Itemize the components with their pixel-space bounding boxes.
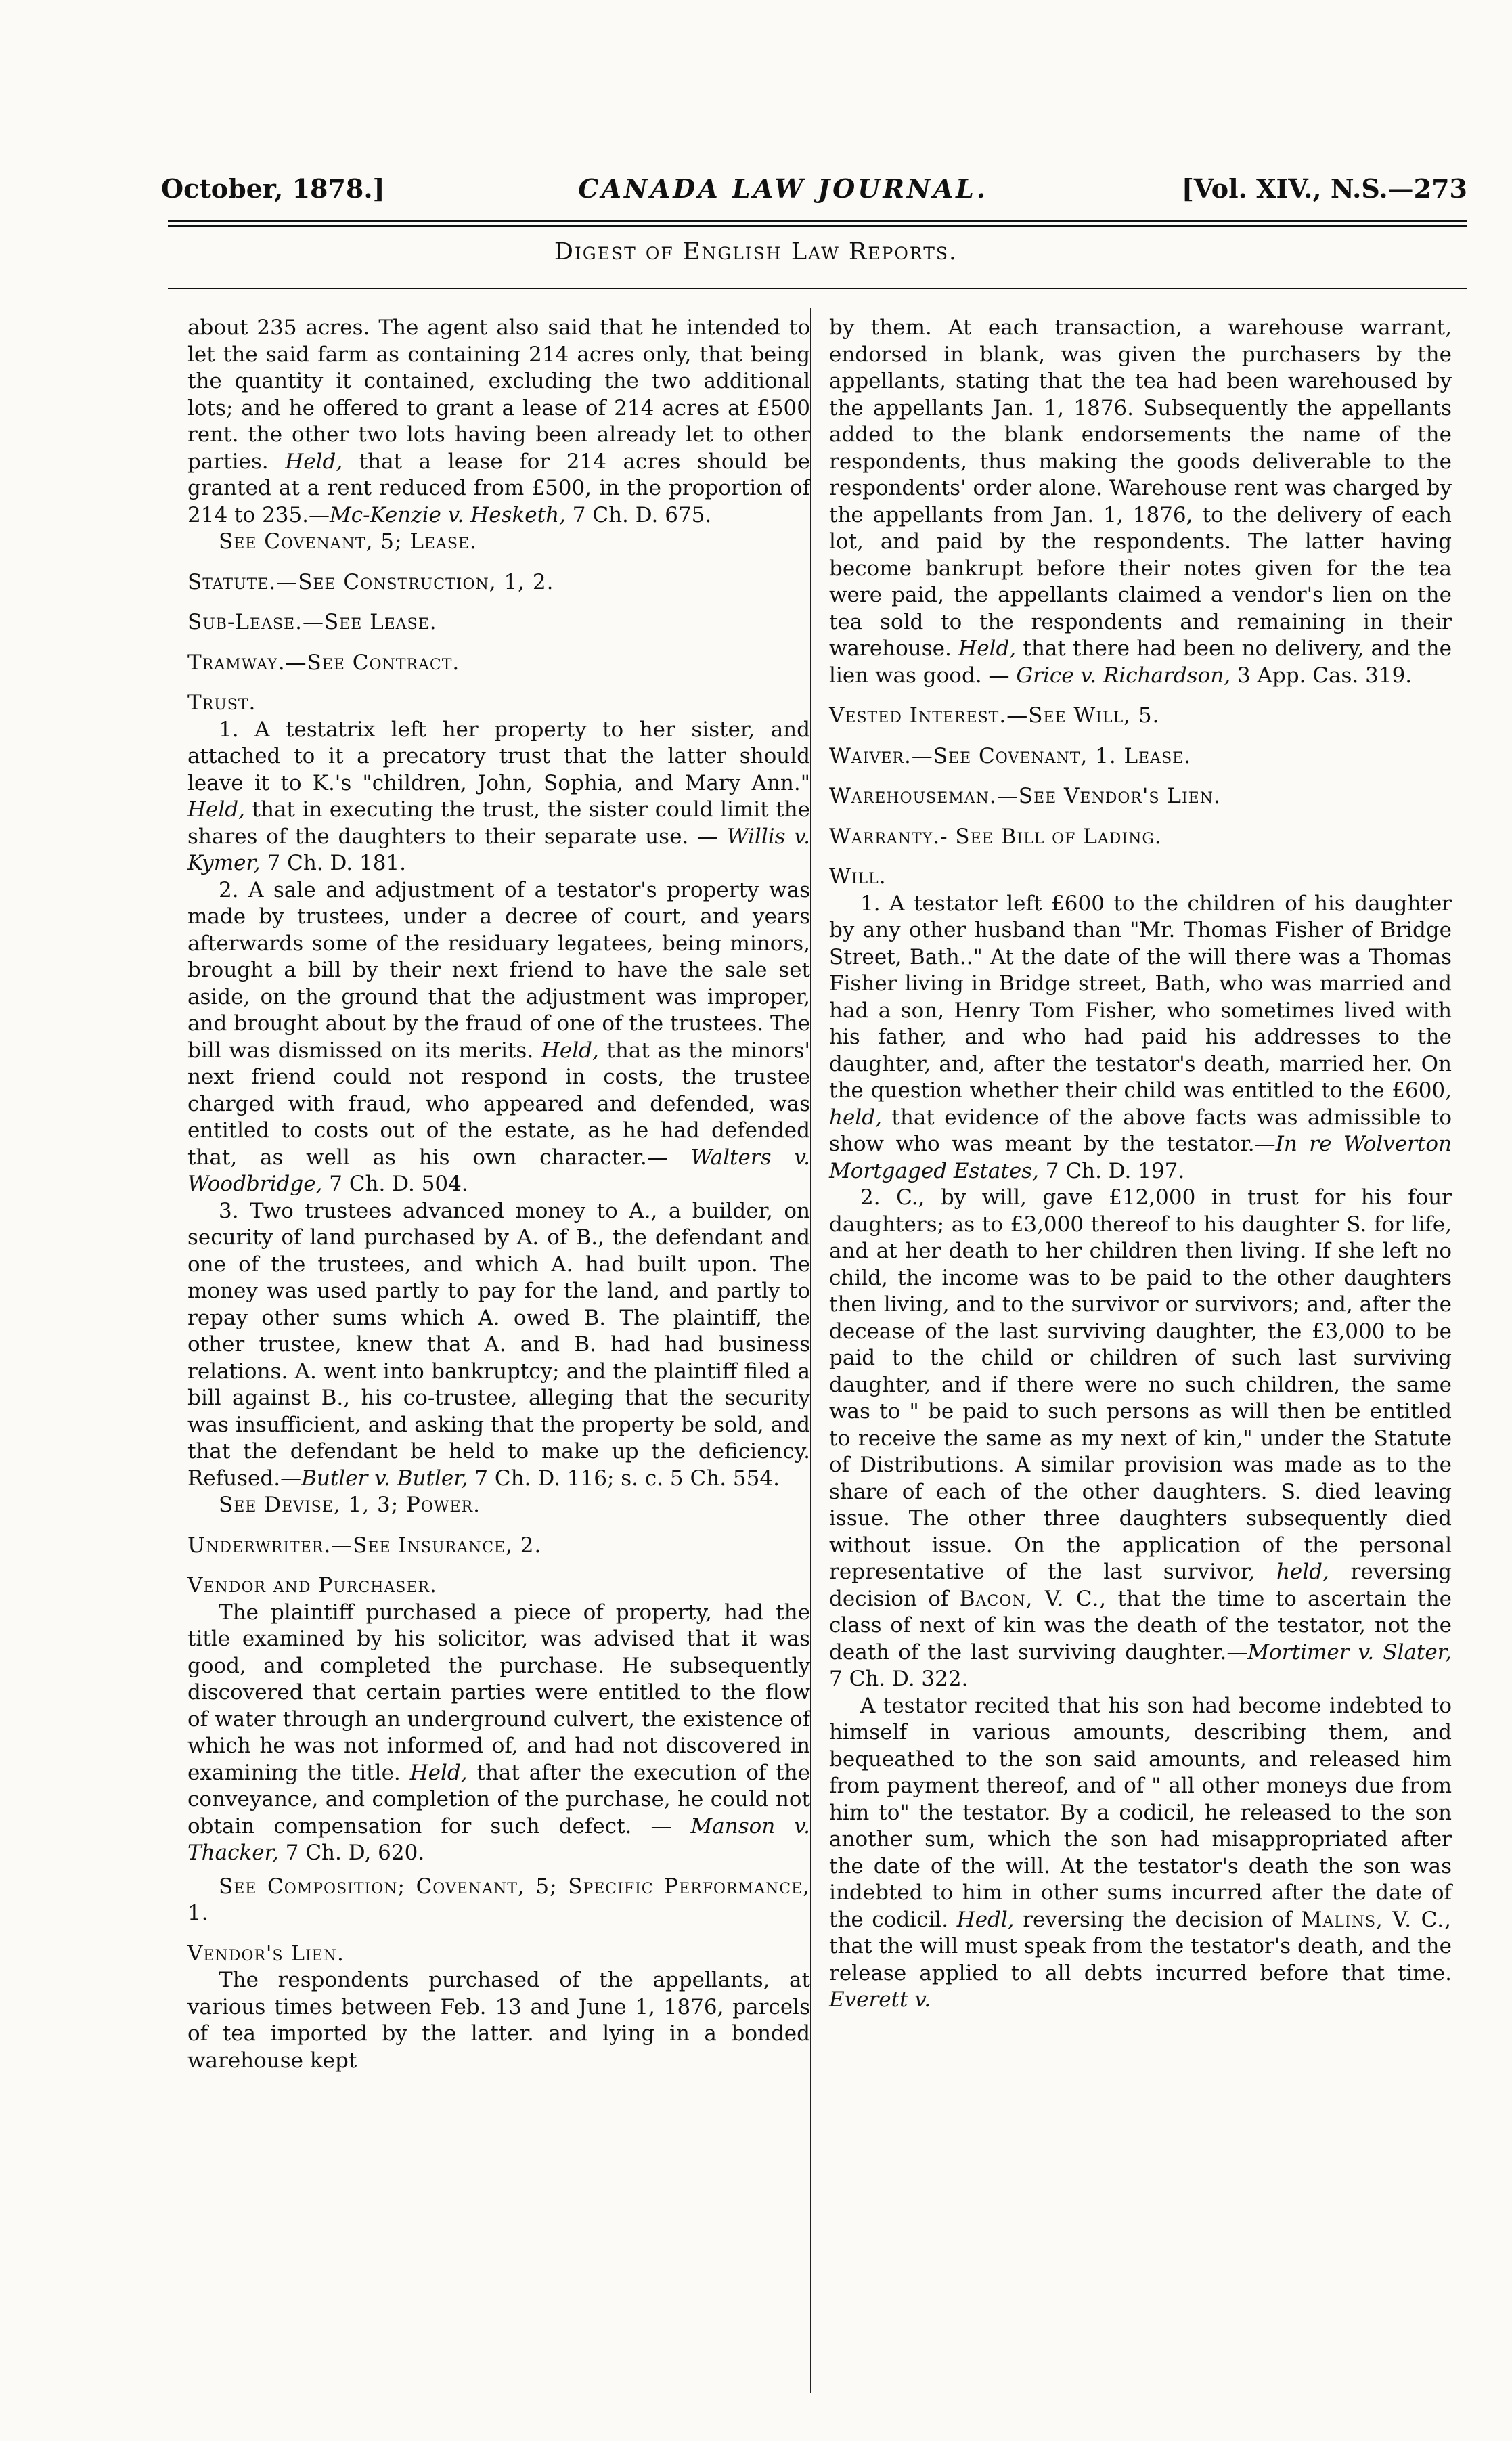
section-title: Digest of English Law Reports. (554, 238, 958, 265)
citation: 7 Ch. D. 504. (322, 1172, 468, 1196)
paragraph (187, 717, 810, 877)
judge-name: Bacon, V. C., (959, 1586, 1107, 1611)
digest-heading: Vendor and Purchaser. (187, 1573, 437, 1598)
paragraph: The respondents purchased of the appellants, at various times between Feb. 13 and June 1, 1876, parcels of tea imported by the latter. and lying in a bonded warehouse kept (187, 1968, 810, 2073)
journal-title: CANADA LAW JOURNAL. (578, 173, 989, 204)
body-text: about 235 acres. The agent also said that he intended to let the said farm as containing 214 acres only, that being the quantity it contained, excluding the two additional lots; and he offered to grant a lease of 214 acres at £500 rent. the other two lots having been already let to other parties. (187, 315, 810, 474)
body-text: that there had been no delivery, and the lien was good. — (829, 636, 1452, 688)
digest-heading: Will. (829, 864, 887, 889)
right-column (829, 315, 1452, 2014)
held-label: Held, (187, 797, 245, 822)
citation: 7 Ch. D. 181. (260, 851, 407, 875)
body-text: 3. Two trustees advanced money to A., a builder, on security of land purchased by A. of B., the defendant and one of the trustees, and which A. had built upon. The money was used partly to pay for the land, and partly to repay other sums which A. owed B. The plaintiff, the other trustee, knew that A. and B. had had business relations. A. went into bankruptcy; and the plaintiff filed a bill against B., his co-trustee, alleging that the security was insufficient, and asking that the property be sold, and that the defendant be held to make up the deficiency. Refused.— (187, 1198, 810, 1491)
paragraph (187, 1600, 810, 1867)
paragraph (187, 1198, 810, 1493)
citation: 7 Ch. D, 620. (278, 1841, 425, 1865)
body-text: that after the execution of the conveyance, and completion of the purchase, he could not obtain compensation for such defect. — (187, 1760, 810, 1839)
body-text: that the time to ascertain the class of next of kin was the death of the testator, not the death of the last surviving daughter.— (829, 1586, 1452, 1665)
digest-entry: Sub-Lease.—See Lease. (187, 610, 437, 634)
digest-heading: Vendor's Lien. (187, 1941, 344, 1966)
left-column (187, 315, 810, 2074)
header-rule-bottom (168, 225, 1467, 227)
paragraph (187, 877, 810, 1198)
body-text: reversing decision of (829, 1560, 1452, 1611)
citation: 7 Ch. D. 116; s. c. 5 Ch. 554. (468, 1466, 780, 1491)
cross-reference: See Devise, 1, 3; Power. (219, 1493, 481, 1517)
held-label: held, (1276, 1560, 1329, 1584)
citation: 7 Ch. D. 322. (829, 1667, 969, 1691)
body-text: that a lease for 214 acres should be granted at a rent reduced from £500, in the proportion of 214 to 235.— (187, 449, 810, 527)
held-label: Held, (958, 636, 1017, 661)
body-text: by them. At each transaction, a warehouse warrant, endorsed in blank, was given the purchasers by the appellants, stating that the tea had been warehoused by the appellants Jan. 1, 1876. Subsequently the appellants added to the blank endorsements the name of the respondents, thus making the goods deliverable to the respondents' order alone. Warehouse rent was charged by the appellants from Jan. 1, 1876, to the delivery of each lot, and paid by the respondents. The latter having become bankrupt before their notes given for the tea were paid, the appellants claimed a vendor's lien on the tea sold to the respondents and remaining in their warehouse. (829, 315, 1452, 661)
body-text: A testator recited that his son had become indebted to himself in various amounts, describing them, and bequeathed to the son said amounts, and released him from payment thereof, and of " all other moneys due from him to" the testator. By a codicil, he released to the son another sum, which the son had misappropriated after the date of the will. At the testator's death the son was indebted to him in other sums incurred after the date of the codicil. (829, 1693, 1452, 1932)
held-label: Held, (285, 449, 343, 474)
body-text: 1. A testatrix left her property to her sister, and attached to it a precatory trust that the latter should leave it to K.'s "children, John, Sophia, and Mary Ann." (187, 717, 810, 795)
body-text: 2. A sale and adjustment of a testator's property was made by trustees, under a decree of court, and years afterwards some of the residuary legatees, being minors, brought a bill by their next friend to have the sale set aside, on the ground that the adjustment was improper, and brought about by the fraud of one of the trustees. The bill was dismissed on its merits. (187, 877, 810, 1063)
section-rule (168, 288, 1467, 289)
digest-entry: Warehouseman.—See Vendor's Lien. (829, 784, 1221, 808)
paragraph (829, 1185, 1452, 1693)
cross-reference (187, 529, 810, 556)
citation: 7 Ch. D. 675. (565, 502, 712, 527)
case-name: Butler v. Butler, (301, 1466, 468, 1491)
digest-heading: Trust. (187, 690, 257, 715)
running-head (161, 173, 1467, 204)
body-text: The plaintiff purchased a piece of property, had the title examined by his solicitor, was advised that it was good, and completed the purchase. He subsequently discovered that certain parties were entitled to the flow of water through an underground culvert, the existence of which he was not informed of, and had not discovered in examining the title. (187, 1600, 810, 1785)
case-name: Willis v. Kymer, (187, 824, 810, 875)
digest-entry: Waiver.—See Covenant, 1. Lease. (829, 743, 1192, 768)
held-label: Held, (409, 1760, 468, 1785)
case-name: Walters v. Woodbridge, (187, 1145, 811, 1196)
issue-date: October, 1878.] (161, 173, 385, 204)
paragraph (829, 315, 1452, 689)
case-name: Manson v. Thacker, (187, 1813, 810, 1865)
citation: 3 App. Cas. 319. (1230, 663, 1413, 688)
digest-entry: Vested Interest.—See Will, 5. (829, 703, 1160, 728)
held-label: held, (829, 1105, 882, 1130)
header-rule-top (168, 220, 1467, 222)
case-name: Grice v. Richardson, (1016, 663, 1231, 688)
body-text: 1. A testator left £600 to the children of his daughter by any other husband than "Mr. Thomas Fisher of Bridge Street, Bath.." At the date of the will there was a Thomas Fisher living in Bridge street, Bath, who was married and had a son, Henry Tom Fisher, who sometimes lived with his father, and who had paid his addresses to the daughter, and, after the testator's death, married her. On the question whether their child was entitled to the £600, (829, 891, 1452, 1103)
judge-name: Malins, V. C., (1300, 1907, 1452, 1932)
case-name: Mortimer v. Slater, (1247, 1640, 1452, 1665)
paragraph (829, 1693, 1452, 2014)
see-text: See Covenant, 5; Lease. (219, 529, 477, 554)
digest-entry: Underwriter.—See Insurance, 2. (187, 1533, 542, 1558)
cross-reference: See Composition; Covenant, 5; Specific Performance, 1. (187, 1874, 810, 1925)
digest-entry: Statute.—See Construction, 1, 2. (187, 569, 554, 594)
body-text: reversing the decision of (1014, 1907, 1301, 1932)
body-text: that the will must speak from the testator's death, and the release applied to all debts incurred before that time. (829, 1934, 1452, 1985)
digest-entry: Warranty.- See Bill of Lading. (829, 824, 1162, 849)
body-text: that evidence of the above facts was admissible to show who was meant by the testator.— (829, 1105, 1452, 1156)
digest-entry: Tramway.—See Contract. (187, 650, 460, 675)
column-divider (810, 308, 811, 2393)
case-name: In re Wolverton Mortgaged Estates, (829, 1132, 1452, 1183)
held-label: Held, (541, 1038, 599, 1063)
held-label: Hedl, (956, 1907, 1015, 1932)
paragraph (187, 315, 810, 529)
paragraph (829, 891, 1452, 1185)
case-name: Everett v. (829, 1987, 931, 2012)
volume-page: [Vol. XIV., N.S.—273 (1181, 173, 1467, 204)
body-text: that as the minors' next friend could not respond in costs, the trustee charged with fraud, who appeared and defended, was entitled to costs out of the estate, as he had defended that, as well as his own character.— (187, 1038, 810, 1170)
citation: 7 Ch. D. 197. (1038, 1158, 1185, 1183)
case-name: Mc-Kenzie v. Hesketh, (330, 502, 566, 527)
body-text: that in executing the trust, the sister could limit the shares of the daughters to their separate use. — (187, 797, 810, 849)
body-text: 2. C., by will, gave £12,000 in trust for his four daughters; as to £3,000 thereof to his daughter S. for life, and at her death to her children then living. If she left no child, the income was to be paid to the other daughters then living, and to the survivor or survivors; and, after the decease of the last surviving daughter, the £3,000 to be paid to the child or children of such last surviving daughter, and if there were no such children, the same was to " be paid to such persons as will then be entitled to receive the same as my next of kin," under the Statute of Distributions. A similar provision was made as to the share of each of the other daughters. S. died leaving issue. The other three daughters subsequently died without issue. On the application of the personal representative of the last survivor, (829, 1185, 1452, 1584)
